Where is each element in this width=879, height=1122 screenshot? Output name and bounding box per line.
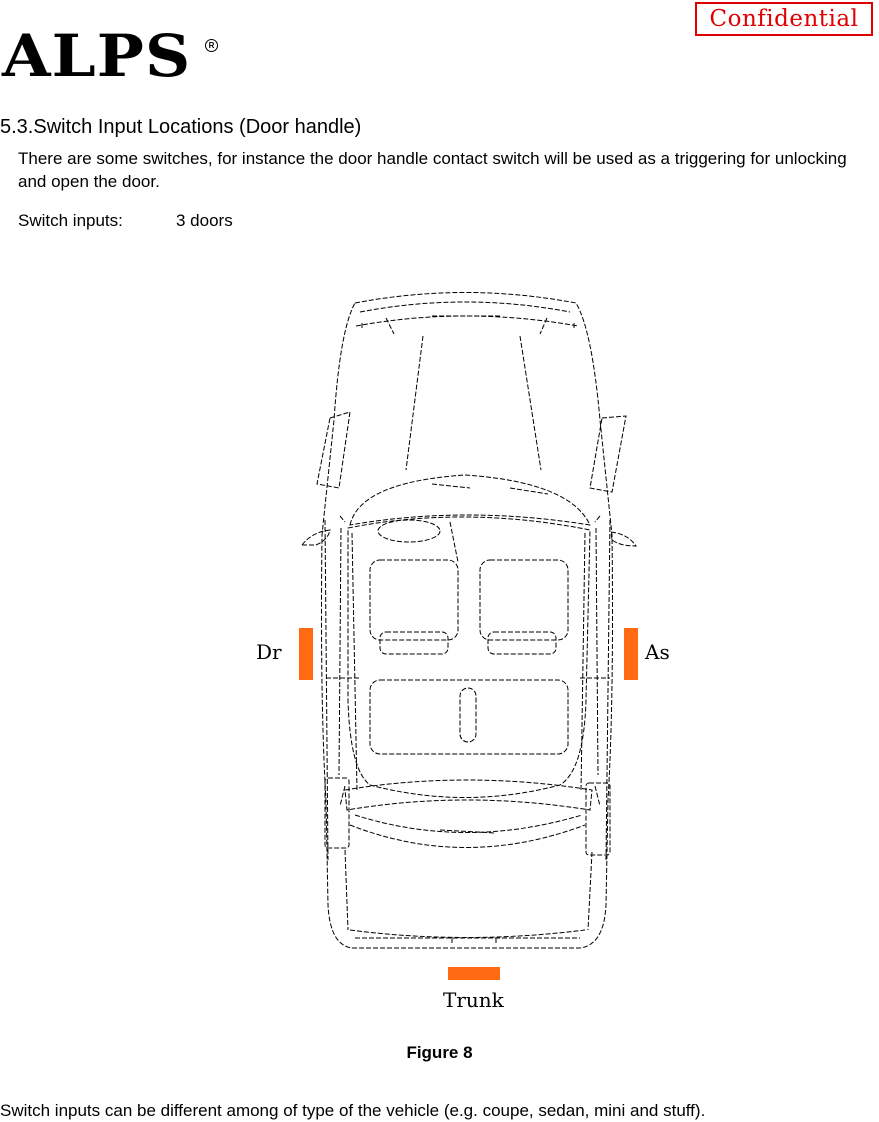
rear-window [345, 780, 592, 810]
switch-inputs-value: 3 doors [176, 211, 233, 230]
right-mirror [611, 532, 636, 546]
assistant-door-switch [624, 628, 638, 680]
left-taillight [325, 778, 349, 848]
section-heading: 5.3.Switch Input Locations (Door handle) [0, 116, 362, 138]
driver-label: Dr [256, 640, 282, 664]
switch-inputs-label: Switch inputs: [18, 211, 123, 230]
left-mirror [302, 530, 330, 545]
figure-caption: Figure 8 [406, 1043, 473, 1062]
logo-wordmark: ALPS [2, 22, 192, 90]
car-body-outline [322, 293, 613, 949]
trunk-label: Trunk [443, 988, 504, 1012]
interior-mirror [378, 520, 440, 542]
confidential-stamp: Confidential [695, 2, 873, 36]
trunk-switch [448, 967, 500, 980]
right-headlight [590, 416, 626, 492]
passenger-seat [480, 560, 568, 640]
footer-note: Switch inputs can be different among of type of the vehicle (e.g. coupe, sedan, mini and stuff). [0, 1101, 706, 1120]
assistant-label: As [645, 640, 670, 664]
rear-seat [370, 680, 568, 754]
driver-door-switch [299, 628, 313, 680]
section-paragraph: There are some switches, for instance the door handle contact switch will be used as a triggering for unlocking and open the door. [18, 149, 847, 191]
cabin-outline [348, 517, 590, 798]
registered-mark: R [205, 39, 218, 52]
driver-seat [370, 560, 458, 640]
